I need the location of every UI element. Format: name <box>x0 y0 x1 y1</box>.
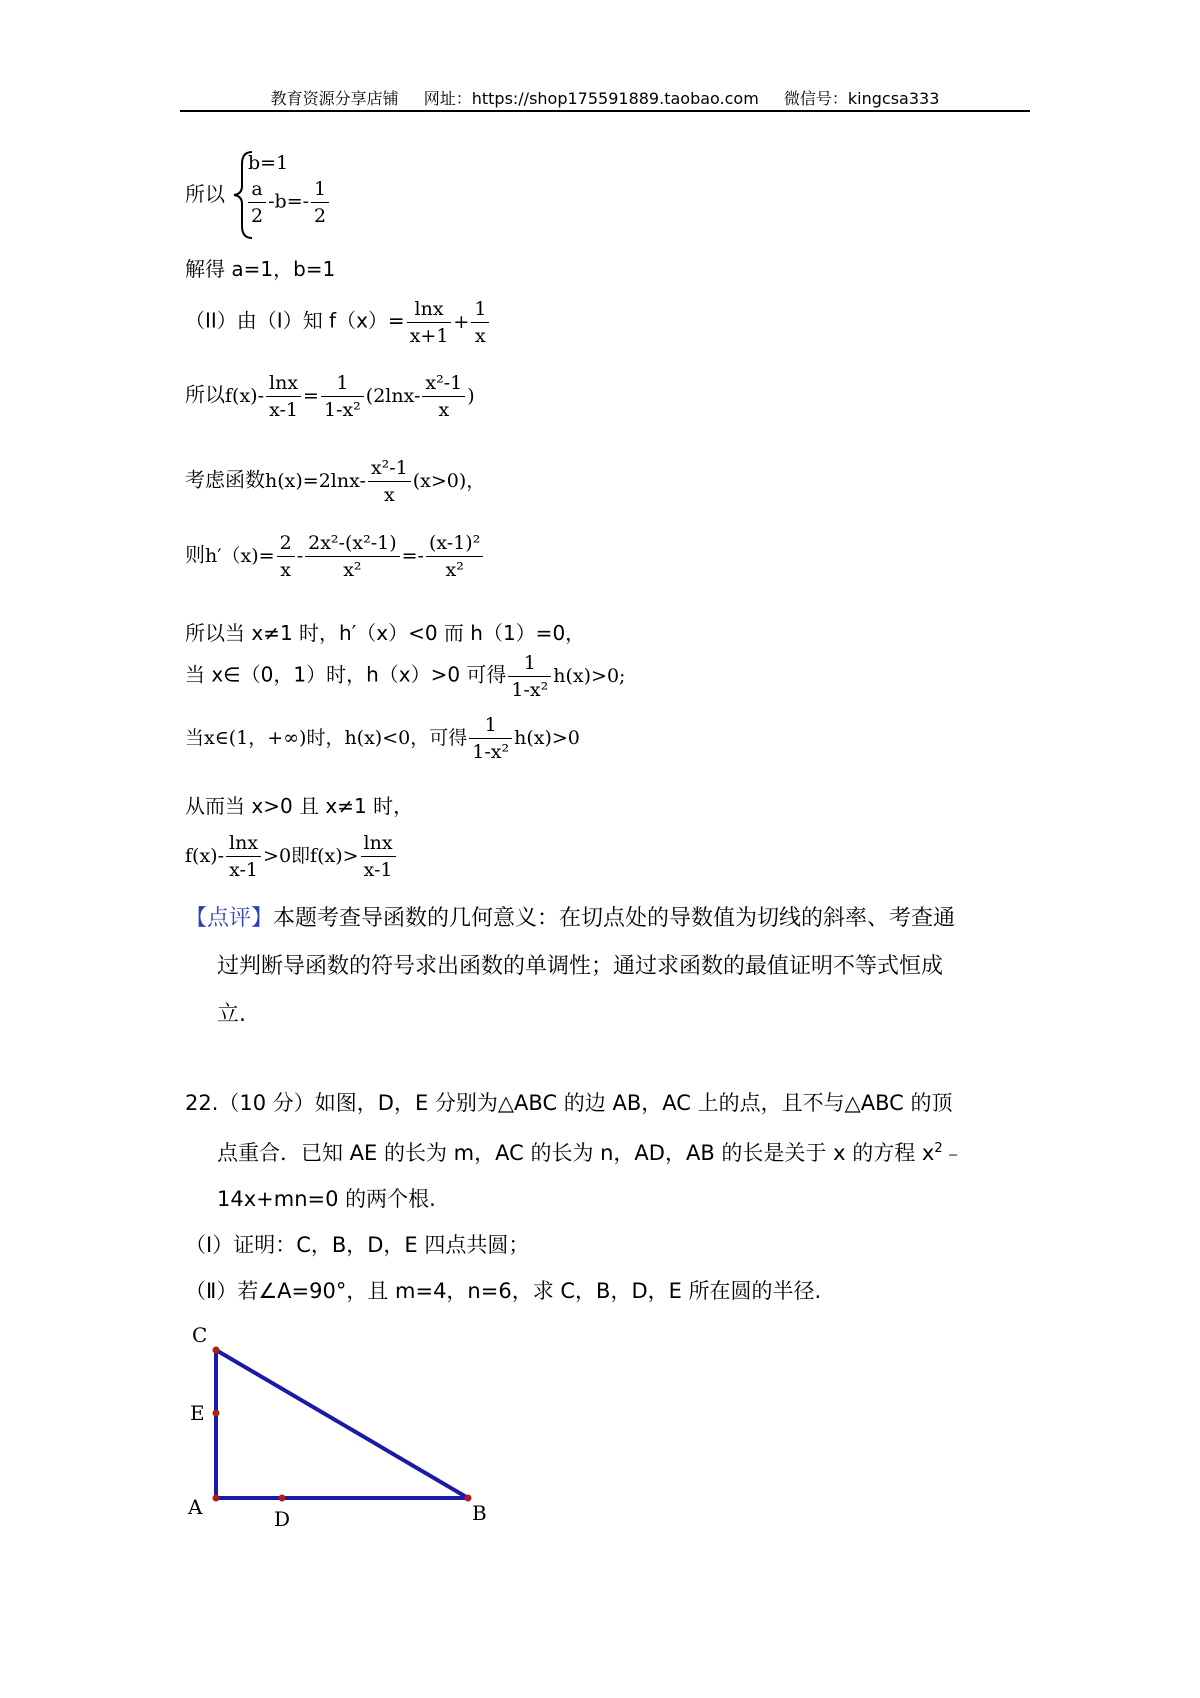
line-5: 考虑函数h(x)=2lnx- $\frac{\text{x²-1}}{x}$ (x>0)， <box>185 457 486 506</box>
header-url[interactable]: 网址：https://shop175591889.taobao.com <box>423 89 759 108</box>
label-a: A <box>188 1495 203 1519</box>
remark-text-3: 立. <box>217 1002 246 1027</box>
remark-tag: 【点评】 <box>185 906 274 931</box>
point-c <box>213 1347 220 1354</box>
question-part-1: （Ⅰ）证明：C，B，D，E 四点共圆； <box>185 1233 530 1257</box>
system-eq1: b=1 <box>248 152 289 174</box>
question-part-2: （Ⅱ）若∠A=90°，且 m=4，n=6，求 C，B，D，E 所在圆的半径. <box>185 1279 822 1303</box>
line-9: 当x∈(1，+∞)时，h(x)<0，可得 $\frac{1}{\text{1-x²}}$ h(x)>0 <box>185 714 580 763</box>
header-shop: 教育资源分享店铺 <box>270 89 399 108</box>
system-prefix: 所以 <box>185 182 225 206</box>
question-block <box>185 1080 1035 1314</box>
label-b: B <box>472 1501 487 1525</box>
solve-line: 解得 a=1，b=1 <box>185 257 336 281</box>
point-d <box>279 1495 286 1502</box>
question-line-1: 22.（10 分）如图，D，E 分别为△ABC 的边 AB，AC 上的点，且不与△ABC 的顶 <box>185 1091 953 1115</box>
point-b <box>465 1495 472 1502</box>
remark-text-1: 本题考查导函数的几何意义：在切点处的导数值为切线的斜率、考查通 <box>273 906 956 931</box>
triangle-lines <box>216 1350 468 1498</box>
line-8: 当 x∈（0，1）时，h（x）>0 可得 $\frac{1}{\text{1-x²}}$ h(x)>0; <box>185 652 626 701</box>
line-11: f(x)- $\frac{\ln x}{x-1}$ >0即f(x)> $\frac{\ln x}{x-1}$ <box>185 830 398 883</box>
question-line-2: 点重合．已知 AE 的长为 m，AC 的长为 n，AD，AB 的长是关于 x 的方程 $x^2﹣$ <box>217 1141 964 1165</box>
label-d: D <box>274 1507 291 1531</box>
point-e <box>213 1410 220 1417</box>
remark-block <box>185 895 1030 1039</box>
header-wechat: 微信号：kingcsa333 <box>783 89 940 108</box>
side-cb <box>216 1350 468 1498</box>
line-4: 所以f(x)- $\frac{\ln x}{x-1}$ = $\frac{1}{\text{1-x²}}$ (2lnx- $\frac{\text{x²-1}}{x}$ ) <box>185 372 475 421</box>
label-e: E <box>190 1401 205 1425</box>
question-line-3: 14x+mn=0 的两个根. <box>217 1187 436 1211</box>
label-c: C <box>192 1323 208 1347</box>
page-header <box>180 86 1030 109</box>
line-6: 则h′（x)= $\frac{2}{x}$ - $\frac{\text{2x²-(x²-1)}}{\text{x²}}$ =- $\frac{\text{(x-1)²}}{\text{x²}}$ <box>185 530 485 583</box>
part2-line: （II）由（I）知 f（x）= $\frac{\ln x}{x+1}$ + $\frac{1}{x}$ <box>185 296 491 349</box>
system-eq2: $\frac{a}{2}$ -b=- $\frac{1}{2}$ <box>246 176 331 229</box>
line-7: 所以当 x≠1 时，h′（x）<0 而 h（1）=0， <box>185 621 586 645</box>
header-rule <box>180 110 1030 112</box>
remark-text-2: 过判断导函数的符号求出函数的单调性；通过求函数的最值证明不等式恒成 <box>217 954 944 979</box>
triangle-figure <box>180 1318 520 1538</box>
point-a <box>213 1495 220 1502</box>
line-10: 从而当 x>0 且 x≠1 时， <box>185 794 414 818</box>
